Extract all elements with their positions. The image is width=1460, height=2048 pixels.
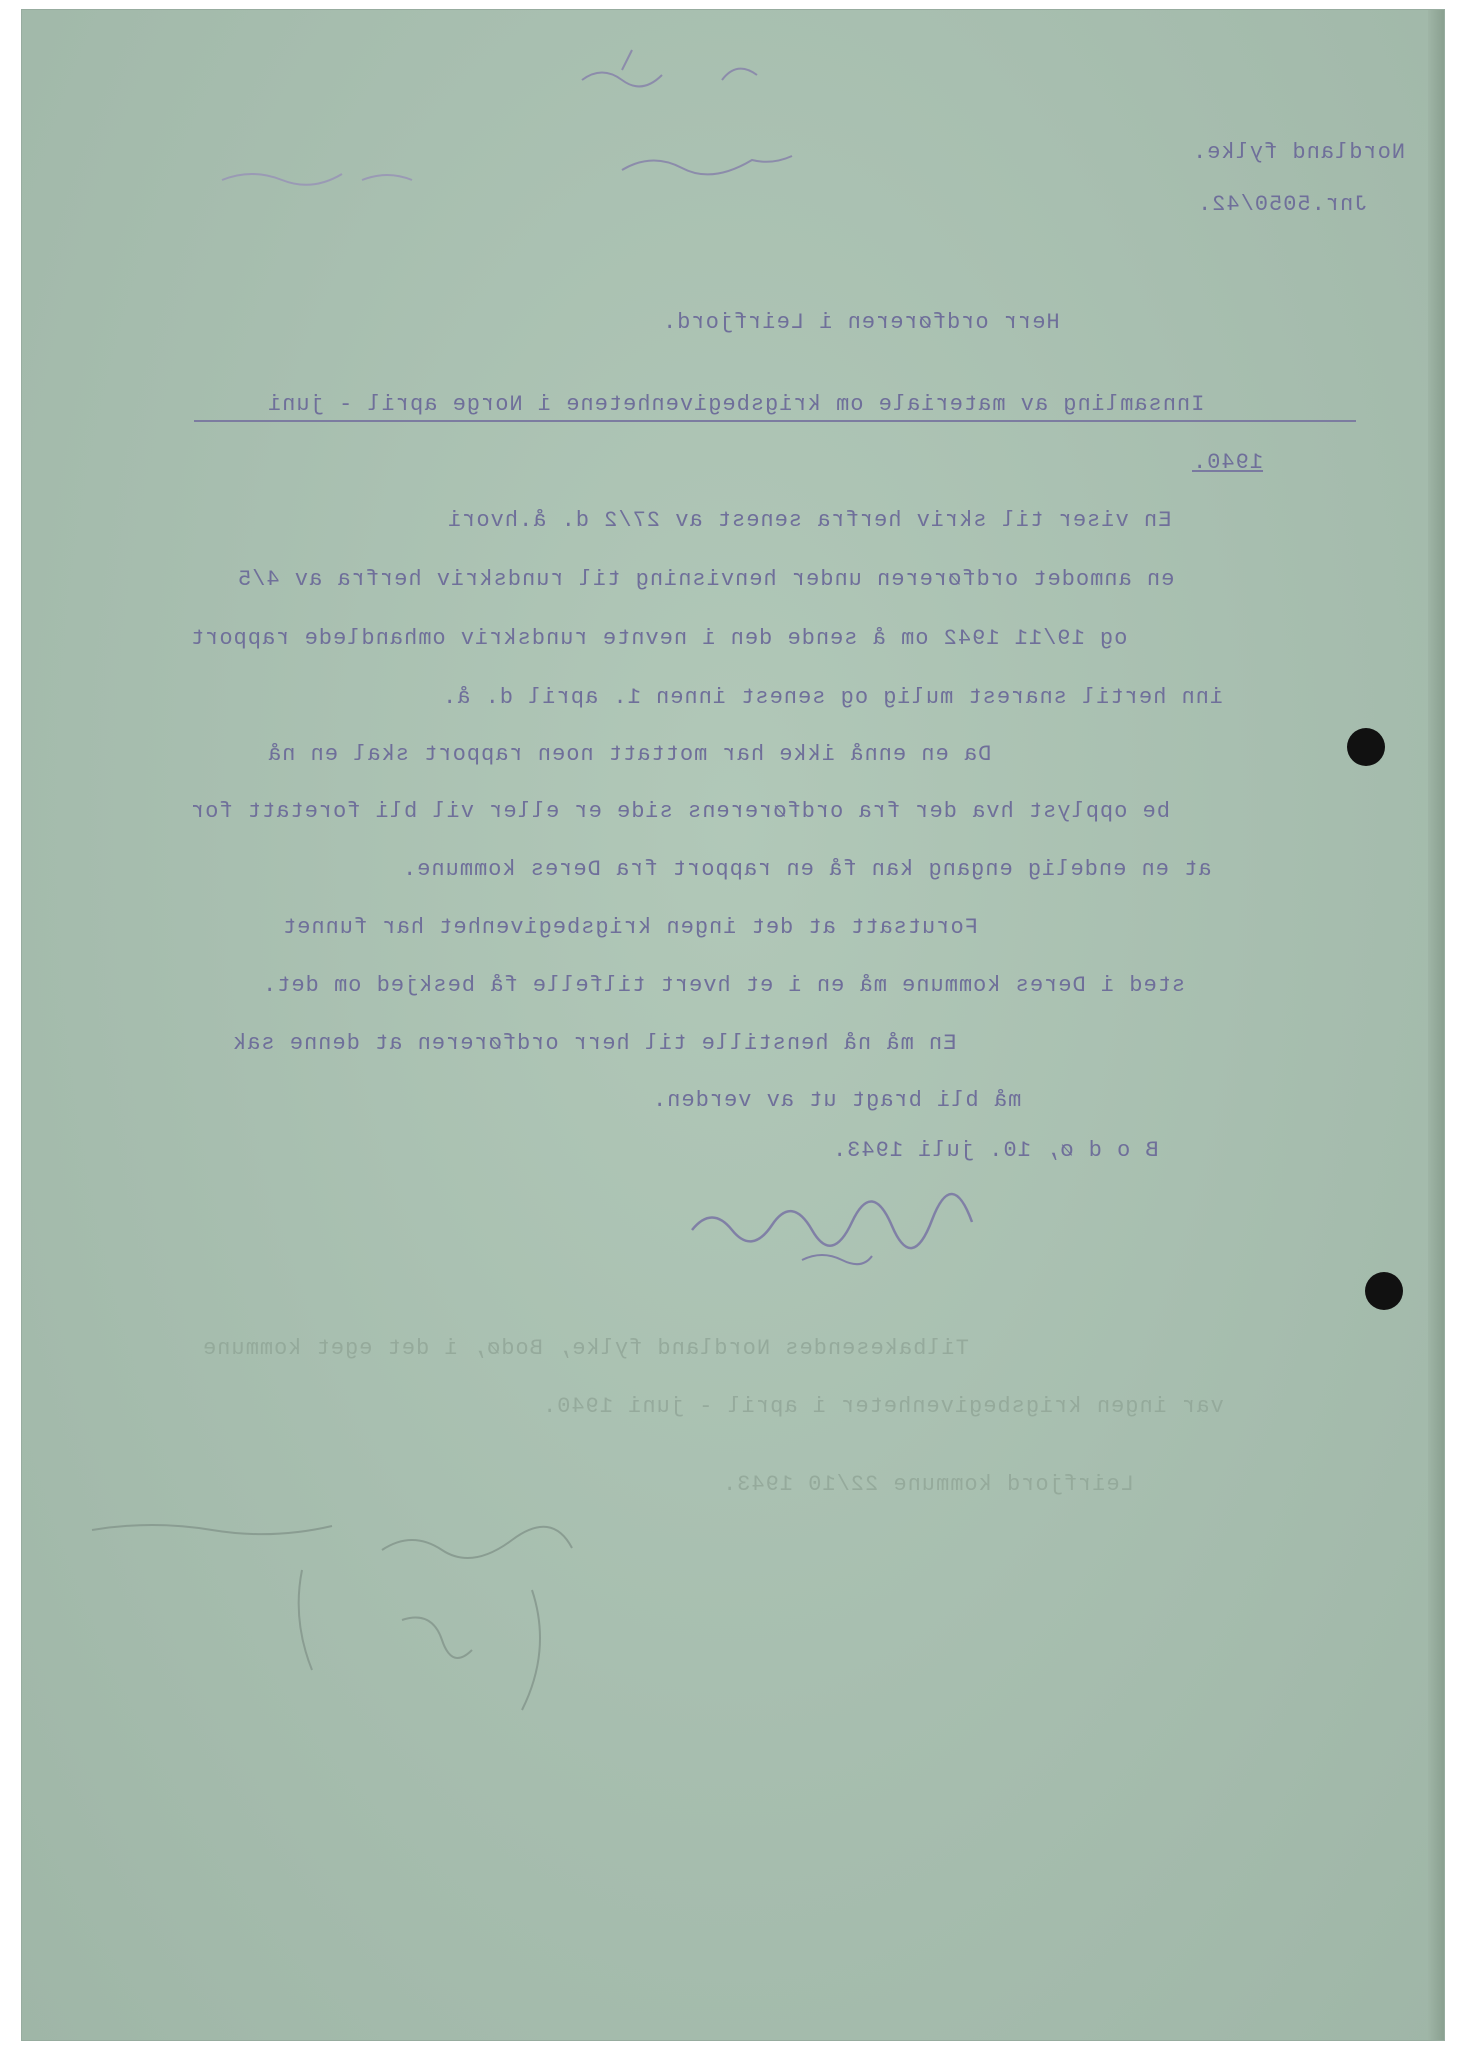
- faint-line-3: Leirfjord kommune 22/10 1943.: [722, 1472, 1134, 1497]
- body-line-7: at en endelig engang kan få en rapport fra Deres kommune.: [402, 857, 1212, 882]
- recipient: Herr ordføreren i Leirfjord.: [662, 310, 1060, 335]
- body-line-10: En må nå henstille til herr ordføreren at denne sak: [232, 1031, 957, 1056]
- body-line-3: og 19/11 1942 om å sende den i nevnte rundskriv omhandlede rapport: [190, 626, 1128, 651]
- body-line-4: inn hertil snarest mulig og senest innen 1. april d. å.: [442, 685, 1224, 710]
- body-line-6: be opplyst hva der fra ordførerens side er eller vil bli foretatt for: [190, 799, 1170, 824]
- journal-number: Jnr.5050/42.: [1197, 192, 1368, 217]
- body-line-1: En viser til skriv herfra senest av 27/2 d. å.hvori: [447, 508, 1172, 533]
- date-line: B o d ø, 10. juli 1943.: [832, 1138, 1159, 1163]
- subject-line-1: Innsamling av materiale om krigsbegivenhetene i Norge april - juni: [267, 392, 1205, 417]
- signature-lower: [82, 1510, 702, 1730]
- subject-line-2: 1940.: [1192, 450, 1264, 475]
- subject-underline: [194, 420, 1356, 422]
- paper-sheet: [22, 10, 1444, 2040]
- show-through-text: [22, 10, 1444, 2040]
- body-line-11: må bli bragt ut av verden.: [652, 1088, 1022, 1113]
- body-line-5: Da en ennå ikke har mottatt noen rapport skal en nå: [267, 742, 992, 767]
- body-line-2: en anmodet ordføreren under henvisning til rundskriv herfra av 4/5: [237, 567, 1175, 592]
- body-line-8: Forutsatt at det ingen krigsbegivenhet har funnet: [282, 915, 978, 940]
- header-org: Nordland fylke.: [1192, 140, 1406, 165]
- body-line-9: sted i Deres kommune må en i et hvert tilfelle få beskjed om det.: [262, 973, 1186, 998]
- faint-line-2: var ingen krigsbegivenheter i april - juni 1940.: [542, 1394, 1224, 1419]
- signature-upper: [672, 1190, 1012, 1280]
- faint-line-1: Tilbakesendes Nordland fylke, Bodø, i det eget kommune: [202, 1336, 969, 1361]
